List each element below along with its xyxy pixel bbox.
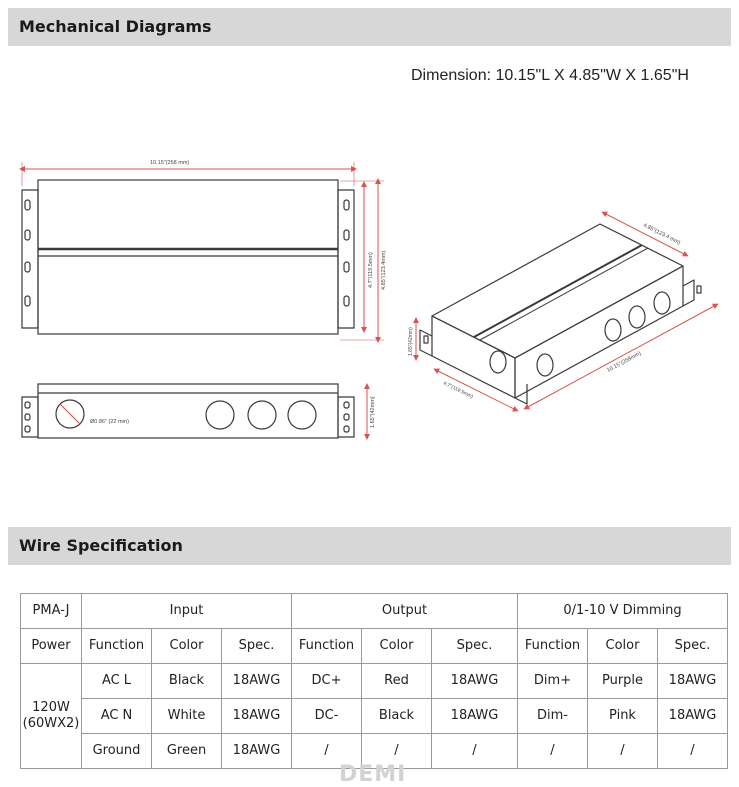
wire-spec-table xyxy=(20,593,728,769)
isometric-view xyxy=(420,224,701,404)
column-header-row xyxy=(21,629,728,664)
table-cell: Green xyxy=(152,734,222,769)
iso-length-label: 10.15"(258mm) xyxy=(606,350,643,374)
mechanical-drawing xyxy=(0,140,739,428)
table-cell: 18AWG xyxy=(222,699,292,734)
table-cell: DC+ xyxy=(292,664,362,699)
table-cell: White xyxy=(152,699,222,734)
table-cell: Pink xyxy=(588,699,658,734)
power-value-cell xyxy=(21,664,82,769)
table-cell: DC- xyxy=(292,699,362,734)
group-header-row xyxy=(21,594,728,629)
dimming-spec-header: Spec. xyxy=(658,629,728,664)
table-row xyxy=(21,664,728,699)
input-spec-header: Spec. xyxy=(222,629,292,664)
input-group-header: Input xyxy=(82,594,292,629)
output-color-header: Color xyxy=(362,629,432,664)
input-function-header: Function xyxy=(82,629,152,664)
table-cell: Purple xyxy=(588,664,658,699)
power-header: Power xyxy=(21,629,82,664)
side-height-label: 1.65"(42mm) xyxy=(370,396,376,428)
table-cell: 18AWG xyxy=(432,699,518,734)
table-cell: 18AWG xyxy=(658,664,728,699)
wire-header xyxy=(8,527,731,565)
table-row xyxy=(21,699,728,734)
table-cell: AC N xyxy=(82,699,152,734)
table-cell: Red xyxy=(362,664,432,699)
watermark: DEMI xyxy=(339,762,407,787)
isometric-dimensions xyxy=(408,213,716,410)
knockout-label: Ø0.86" (22 mm) xyxy=(90,419,129,425)
table-cell: AC L xyxy=(82,664,152,699)
table-cell: 18AWG xyxy=(222,664,292,699)
iso-width-label: 4.7"(119.5mm) xyxy=(442,380,474,401)
table-cell: 18AWG xyxy=(432,664,518,699)
table-cell: 18AWG xyxy=(222,734,292,769)
dimming-color-header: Color xyxy=(588,629,658,664)
dimming-group-header: 0/1-10 V Dimming xyxy=(518,594,728,629)
table-cell: / xyxy=(518,734,588,769)
dimming-function-header: Function xyxy=(518,629,588,664)
output-function-header: Function xyxy=(292,629,362,664)
table-cell: Dim- xyxy=(518,699,588,734)
side-view xyxy=(22,384,354,438)
dimension-text: Dimension: 10.15"L X 4.85"W X 1.65"H xyxy=(411,67,689,84)
inner-height-label: 4.7"(119.5mm) xyxy=(368,252,374,288)
output-spec-header: Spec. xyxy=(432,629,518,664)
table-cell: Black xyxy=(362,699,432,734)
table-cell: Dim+ xyxy=(518,664,588,699)
model-cell: PMA-J xyxy=(21,594,82,629)
length-label: 10.15"(258 mm) xyxy=(150,160,190,166)
table-cell: / xyxy=(588,734,658,769)
output-group-header: Output xyxy=(292,594,518,629)
table-cell: Black xyxy=(152,664,222,699)
power-value: 120W xyxy=(32,700,70,715)
table-cell: / xyxy=(658,734,728,769)
table-cell: / xyxy=(292,734,362,769)
table-cell: / xyxy=(432,734,518,769)
iso-depth-label: 4.85"(123.4 mm) xyxy=(642,222,682,247)
mechanical-title: Mechanical Diagrams xyxy=(19,17,212,36)
wire-title: Wire Specification xyxy=(19,536,183,555)
iso-height-label: 1.65"(42mm) xyxy=(408,327,414,356)
input-color-header: Color xyxy=(152,629,222,664)
table-cell: 18AWG xyxy=(658,699,728,734)
mechanical-header xyxy=(8,8,731,46)
power-value-detail: (60WX2) xyxy=(22,716,80,731)
table-cell: / xyxy=(362,734,432,769)
outer-height-label: 4.85"(123.4mm) xyxy=(381,250,387,290)
table-cell: Ground xyxy=(82,734,152,769)
top-view xyxy=(22,180,354,334)
